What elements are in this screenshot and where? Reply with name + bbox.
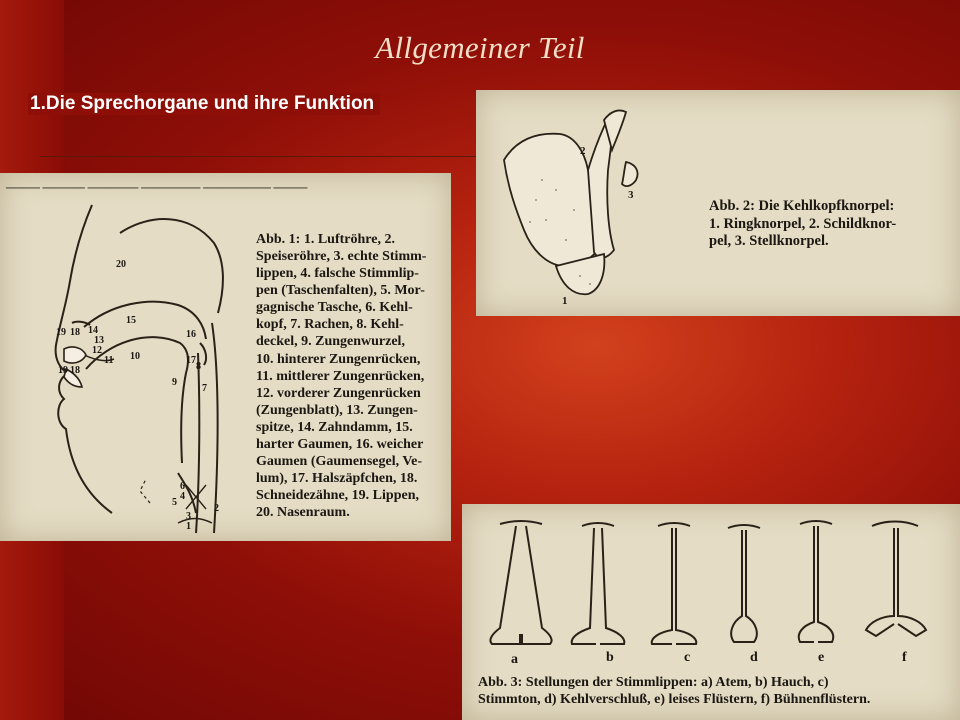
fig1-number: 6 bbox=[180, 481, 185, 492]
fig1-number: 11 bbox=[104, 355, 114, 366]
fig3-letter: d bbox=[750, 650, 758, 665]
fig1-number: 7 bbox=[202, 383, 207, 394]
divider-line bbox=[40, 156, 480, 157]
fig1-number: 19 bbox=[56, 327, 66, 338]
fig1-number: 4 bbox=[180, 491, 185, 502]
larynx-cartilage-diagram bbox=[476, 90, 706, 316]
fig3-letter: f bbox=[902, 650, 907, 665]
fig2-number: 1 bbox=[562, 295, 568, 307]
fig3-letter: e bbox=[818, 650, 825, 665]
fig1-number: 9 bbox=[172, 377, 177, 388]
fig2-number: 3 bbox=[628, 189, 634, 201]
fig1-number: 14 bbox=[88, 325, 98, 336]
fig1-number: 13 bbox=[94, 335, 104, 346]
figure3-caption: Abb. 3: Stellungen der Stimmlippen: a) Atem, b) Hauch, c) Stimmton, d) Kehlverschluß, e) leises Flüstern, f) Bühnenflüstern. bbox=[478, 675, 871, 708]
vocal-fold-positions-diagram bbox=[462, 504, 960, 674]
slide-subtitle: 1.Die Sprechorgane und ihre Funktion bbox=[28, 93, 380, 115]
fig2-number: 2 bbox=[580, 145, 586, 157]
fig1-number: 16 bbox=[186, 329, 196, 340]
fig1-number: 5 bbox=[172, 497, 177, 508]
fig1-number: 2 bbox=[214, 503, 219, 514]
figure3-scan bbox=[462, 504, 960, 720]
figure2-scan bbox=[476, 90, 960, 316]
fig1-number: 3 bbox=[186, 511, 191, 522]
fig1-number: 18 bbox=[70, 365, 80, 376]
slide-title: Allgemeiner Teil bbox=[375, 30, 585, 65]
speech-organs-diagram bbox=[0, 173, 255, 541]
fig3-letter: a bbox=[511, 652, 518, 667]
fig1-number: 19 bbox=[58, 365, 68, 376]
fig1-number: 17 bbox=[186, 355, 196, 366]
fig1-number: 10 bbox=[130, 351, 140, 362]
fig1-number: 20 bbox=[116, 259, 126, 270]
fig3-letter: c bbox=[684, 650, 691, 665]
figure2-caption: Abb. 2: Die Kehlkopfknorpel: 1. Ringknorpel, 2. Schildknor- pel, 3. Stellknorpel. bbox=[709, 198, 897, 250]
fig1-number: 15 bbox=[126, 315, 136, 326]
fig3-letter: b bbox=[606, 650, 614, 665]
figure1-scan: ▁▁▁▁ ▁▁▁▁▁ ▁▁▁▁▁▁ ▁▁▁▁▁▁▁ ▁▁▁▁▁▁▁▁ ▁▁▁▁ 20 15 16 19 18 14 13 12 11 10 17 9 8 7 6 4 5 3 2 1 19 18 Abb. 1: 1. Luftröhre, 2. Speiseröhre, 3. echte Stimm- lippen, 4. falsche Stimmlip- pen (Taschenfalten), 5. Mor- gagnische Tasche, 6. Kehl- kopf, 7. Rachen, 8. Kehl- deckel, 9. Zungenwurzel, 10. hinterer Zungenrücken, 11. mittlerer Zungenrücken, 12. vorderer Zungenrücken (Zungenblatt), 13. Zungen- spitze, 14. Zahndamm, 15. harter Gaumen, 16. weicher Gaumen (Gaumensegel, Ve- lum), 17. Halszäpfchen, 18. Schneidezähne, 19. Lippen, 20. Nasenraum. bbox=[0, 173, 451, 541]
fig1-number: 12 bbox=[92, 345, 102, 356]
fig1-number: 1 bbox=[186, 521, 191, 532]
figure1-caption: Abb. 1: 1. Luftröhre, 2. Speiseröhre, 3. echte Stimm- lippen, 4. falsche Stimmlip- pen (Taschenfalten), 5. Mor- gagnische Tasche, 6. Kehl- kopf, 7. Rachen, 8. Kehl- deckel, 9. Zungenwurzel, 10. hinterer Zungenrücken, 11. mittlerer Zungenrücken, 12. vorderer Zungenrücken (Zungenblatt), 13. Zungen- spitze, 14. Zahndamm, 15. harter Gaumen, 16. weicher Gaumen (Gaumensegel, Ve- lum), 17. Halszäpfchen, 18. Schneidezähne, 19. Lippen, 20. Nasenraum. bbox=[256, 232, 427, 521]
fig1-number: 18 bbox=[70, 327, 80, 338]
fig1-number: 8 bbox=[196, 361, 201, 372]
